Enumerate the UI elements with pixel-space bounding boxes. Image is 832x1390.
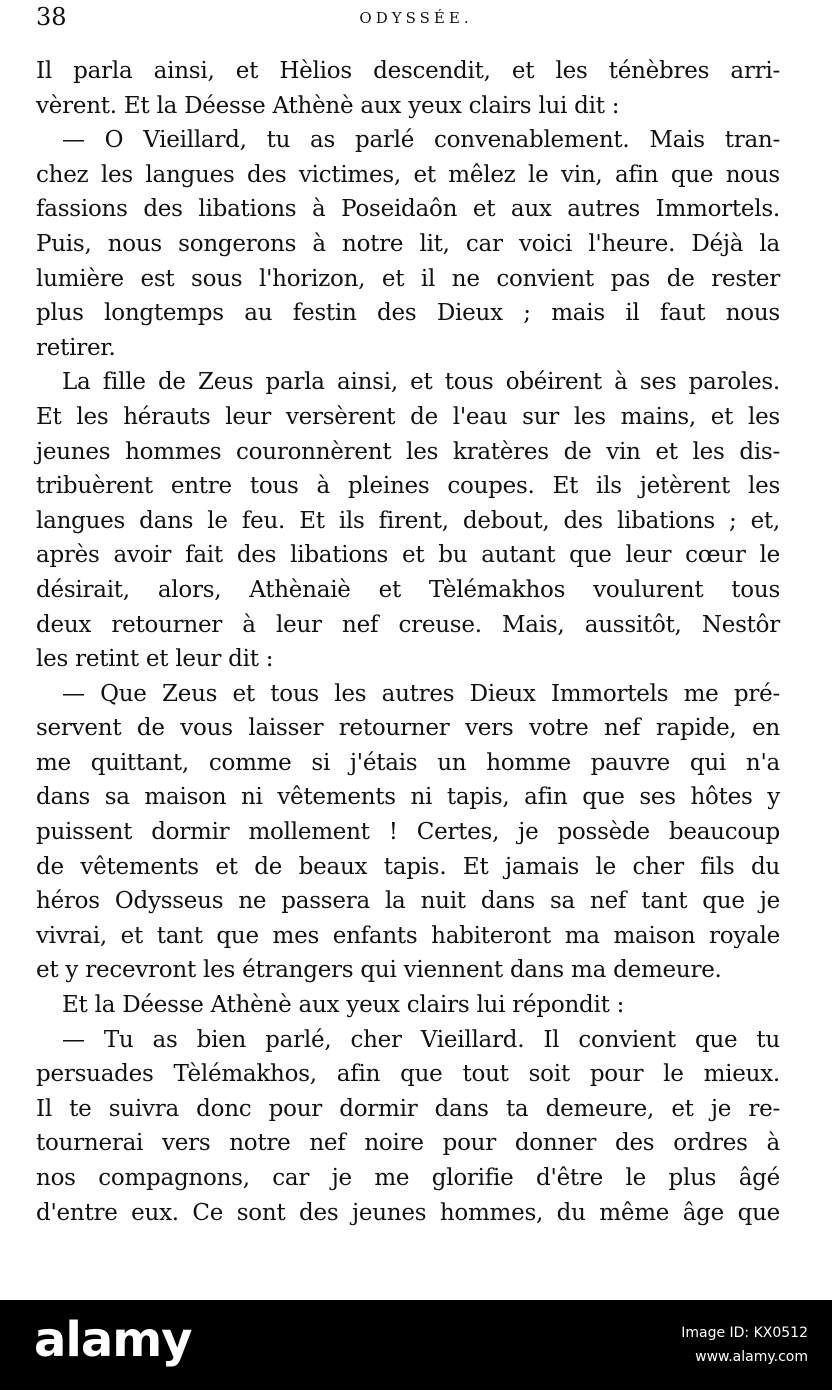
text-line: et y recevront les étrangers qui viennent dans ma demeure.: [36, 957, 722, 984]
text-line: jeunes hommes couronnèrent les kratères de vin et les dis-: [36, 438, 780, 465]
text-line: Et la Déesse Athènè aux yeux clairs lui répondit :: [62, 992, 625, 1019]
text-line: — Tu as bien parlé, cher Vieillard. Il convient que tu: [62, 1026, 780, 1053]
text-line: nos compagnons, car je me glorifie d'être le plus âgé: [36, 1165, 780, 1191]
text-line: héros Odysseus ne passera la nuit dans sa nef tant que je: [36, 888, 780, 915]
text-line: les retint et leur dit :: [36, 646, 274, 673]
text-line: après avoir fait des libations et bu autant que leur cœur le: [36, 542, 780, 569]
text-line: deux retourner à leur nef creuse. Mais, aussitôt, Nestôr: [36, 611, 780, 638]
text-line: Il parla ainsi, et Hèlios descendit, et les ténèbres arri-: [36, 58, 780, 84]
text-line: vivrai, et tant que mes enfants habiteront ma maison royale: [36, 922, 780, 949]
text-line: puissent dormir mollement ! Certes, je possède beaucoup: [36, 819, 780, 846]
text-line: fassions des libations à Poseidaôn et aux autres Immortels.: [36, 196, 780, 223]
text-line: — O Vieillard, tu as parlé convenablement. Mais tran-: [62, 127, 780, 154]
page-number: 38: [36, 3, 67, 31]
text-line: persuades Tèlémakhos, afin que tout soit pour le mieux.: [36, 1061, 780, 1088]
site-url: www.alamy.com: [695, 1349, 808, 1365]
text-line: de vêtements et de beaux tapis. Et jamais le cher fils du: [36, 853, 780, 880]
text-line: désirait, alors, Athènaiè et Tèlémakhos voulurent tous: [36, 576, 780, 603]
text-line: retirer.: [36, 334, 116, 361]
text-line: tribuèrent entre tous à pleines coupes. Et ils jetèrent les: [36, 473, 780, 500]
body-text: [36, 54, 780, 1230]
text-line: chez les langues des victimes, et mêlez le vin, afin que nous: [36, 161, 780, 188]
text-line: langues dans le feu. Et ils firent, debout, des libations ; et,: [36, 507, 780, 534]
text-line: plus longtemps au festin des Dieux ; mais il faut nous: [36, 300, 780, 327]
book-title: ODYSSÉE.: [359, 9, 473, 27]
text-line: La fille de Zeus parla ainsi, et tous obéirent à ses paroles.: [62, 369, 780, 396]
image-id: Image ID: KX0512: [681, 1325, 808, 1341]
text-line: Puis, nous songerons à notre lit, car voici l'heure. Déjà la: [36, 230, 780, 257]
text-line: vèrent. Et la Déesse Athènè aux yeux clairs lui dit :: [36, 92, 620, 119]
text-line: lumière est sous l'horizon, et il ne convient pas de rester: [36, 265, 780, 292]
text-line: Il te suivra donc pour dormir dans ta demeure, et je re-: [36, 1095, 780, 1122]
text-line: dans sa maison ni vêtements ni tapis, afin que ses hôtes y: [36, 784, 780, 811]
running-head: [36, 4, 796, 30]
text-line: servent de vous laisser retourner vers votre nef rapide, en: [36, 715, 780, 742]
text-line: — Que Zeus et tous les autres Dieux Immortels me pré-: [62, 680, 780, 707]
text-line: Et les hérauts leur versèrent de l'eau sur les mains, et les: [36, 403, 780, 430]
text-line: d'entre eux. Ce sont des jeunes hommes, du même âge que: [36, 1199, 780, 1226]
alamy-logo: alamy: [34, 1312, 192, 1368]
text-line: tournerai vers notre nef noire pour donner des ordres à: [36, 1130, 780, 1157]
text-line: me quittant, comme si j'étais un homme pauvre qui n'a: [36, 749, 780, 776]
watermark-footer: [0, 1300, 832, 1390]
